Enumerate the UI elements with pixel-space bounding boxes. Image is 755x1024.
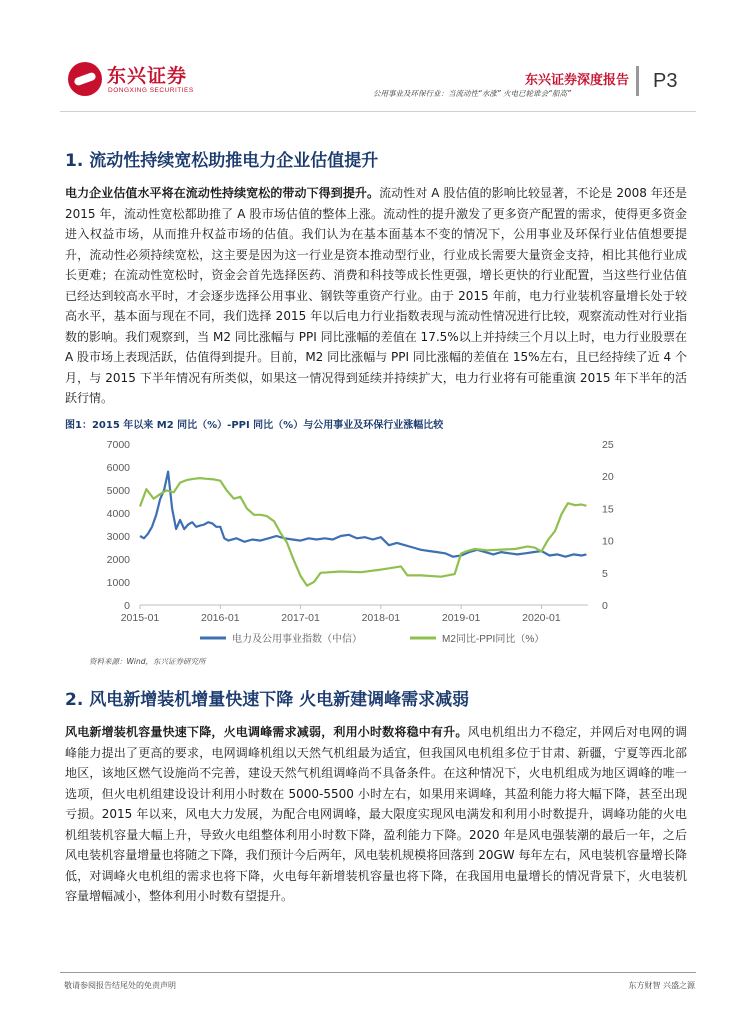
y-right-tick-label: 25: [602, 439, 614, 451]
y-right-tick-label: 15: [602, 503, 614, 516]
company-logo-icon: [68, 62, 102, 96]
section1-title: 1. 流动性持续宽松助推电力企业估值提升: [65, 151, 379, 171]
x-tick-label: 2020-01: [522, 612, 561, 624]
x-tick-label: 2017-01: [281, 612, 320, 624]
x-tick-label: 2018-01: [361, 612, 401, 624]
section1-paragraph: [65, 183, 687, 409]
legend-label-1: 电力及公用事业指数（中信）: [232, 634, 362, 645]
legend-label-2: M2同比-PPI同比（%）: [442, 634, 545, 645]
report-subtitle: 公用事业及环保行业：当流动性“水涨” 火电已轮谁会“船高”: [373, 89, 571, 98]
y-left-tick-label: 7000: [106, 439, 130, 451]
logo-text-en: DONGXING SECURITIES: [108, 87, 194, 94]
section2-paragraph: [65, 722, 687, 907]
figure1-title: 图1：2015 年以来 M2 同比（%）-PPI 同比（%）与公用事业及环保行业涨幅比较: [65, 420, 444, 431]
section1-lead: 电力企业估值水平将在流动性持续宽松的带动下得到提升。: [65, 186, 380, 200]
x-tick-label: 2019-01: [441, 612, 481, 624]
footer-rule: [60, 972, 696, 973]
section2-title: 2. 风电新增装机增量快速下降 火电新建调峰需求减弱: [65, 690, 470, 710]
y-right-tick-label: 10: [602, 535, 614, 548]
series-line-1: [140, 472, 586, 557]
y-left-tick-label: 0: [124, 600, 130, 612]
section2-lead: 风电新增装机容量快速下降，火电调峰需求减弱，利用小时数将稳中有升。: [65, 725, 468, 739]
y-left-tick-label: 4000: [106, 508, 130, 520]
logo-text-cn: 东兴证券: [107, 65, 188, 87]
report-type: 东兴证券深度报告: [524, 73, 629, 88]
y-left-tick-label: 6000: [106, 462, 130, 474]
y-right-tick-label: 5: [602, 567, 608, 580]
figure1-chart: [60, 432, 700, 654]
y-left-tick-label: 1000: [106, 577, 130, 589]
figure1-source: 资料来源：Wind，东兴证券研究所: [89, 657, 206, 666]
footer-slogan: 东方财智 兴盛之源: [628, 981, 695, 990]
y-left-tick-label: 2000: [106, 554, 130, 566]
page-number: P3: [653, 70, 678, 92]
section1-body: 流动性对 A 股估值的影响比较显著，不论是 2008 年还是 2015 年，流动性宽松都助推了 A 股市场估值的整体上涨。流动性的提升激发了更多资产配置的需求，使得更多资金进入权益市场，从而推升权益市场的估值。我们认为在基本面基本不变的情况下，公用事业及环保行业估值想要提升，流动性必须持续宽松，这主要是因为这一行业是资本推动型行业，行业成长需要大量资金支持，相比其他行业成长更难；在流动性宽松时，资金会首先选择医药、消费和科技等成长性更强，增长更快的行业配置，当这些行业估值已经达到较高水平时，才会逐步选择公用事业、钢铁等重资产行业。由于 2015 年前，电力行业装机容量增长处于较高水平，基本面与现在不同，我们选择 2015 年以后电力行业指数表现与流动性情况进行比较，观察流动性对行业指数的影响。我们观察到，当 M2 同比涨幅与 PPI 同比涨幅的差值在 17.5%以上并持续三个月以上时，电力行业股票在 A 股市场上表现活跃，估值得到提升。目前，M2 同比涨幅与 PPI 同比涨幅的差值在 15%左右，且已经持续了近 4 个月，与 2015 下半年情况有所类似，如果这一情况得到延续并持续扩大，电力行业将有可能重演 2015 年下半年的活跃行情。: [65, 186, 687, 405]
section2-body: 风电机组出力不稳定，并网后对电网的调峰能力提出了更高的要求，电网调峰机组以天然气机组最为适宜，但我国风电机组多位于甘肃、新疆，宁夏等西北部地区，该地区燃气设施尚不完善，建设天然气机组调峰尚不具备条件。在这种情况下，火电机组成为地区调峰的唯一选项，但火电机组建设设计利用小时数在 5000-5500 小时左右，如果用来调峰，其盈利能力将大幅下降，甚至出现亏损。2015 年以来，风电大力发展，为配合电网调峰，最大限度实现风电满发和利用小时数提升，调峰功能的火电机组装机容量大幅上升，导致火电组整体利用小时数下降，盈利能力下降。2020 年是风电强装潮的最后一年，之后风电装机容量增量也将随之下降，我们预计今后两年，风电装机规模将回落到 20GW 每年左右，风电装机容量增长降低，对调峰火电机组的需求也将下降，火电每年新增装机容量也将下降，在我国用电量增长的情况背景下，火电装机容量增幅减小，整体利用小时数有望提升。: [65, 725, 687, 903]
series-line-2: [140, 478, 586, 586]
y-left-tick-label: 3000: [106, 531, 130, 543]
header-rule: [60, 111, 696, 112]
y-right-tick-label: 0: [602, 600, 608, 612]
footer-disclaimer: 敬请参阅报告结尾处的免责声明: [64, 981, 176, 990]
x-tick-label: 2016-01: [201, 612, 240, 624]
x-tick-label: 2015-01: [120, 612, 160, 624]
header-divider: [636, 66, 639, 96]
y-right-tick-label: 20: [602, 471, 614, 484]
y-left-tick-label: 5000: [106, 485, 130, 497]
